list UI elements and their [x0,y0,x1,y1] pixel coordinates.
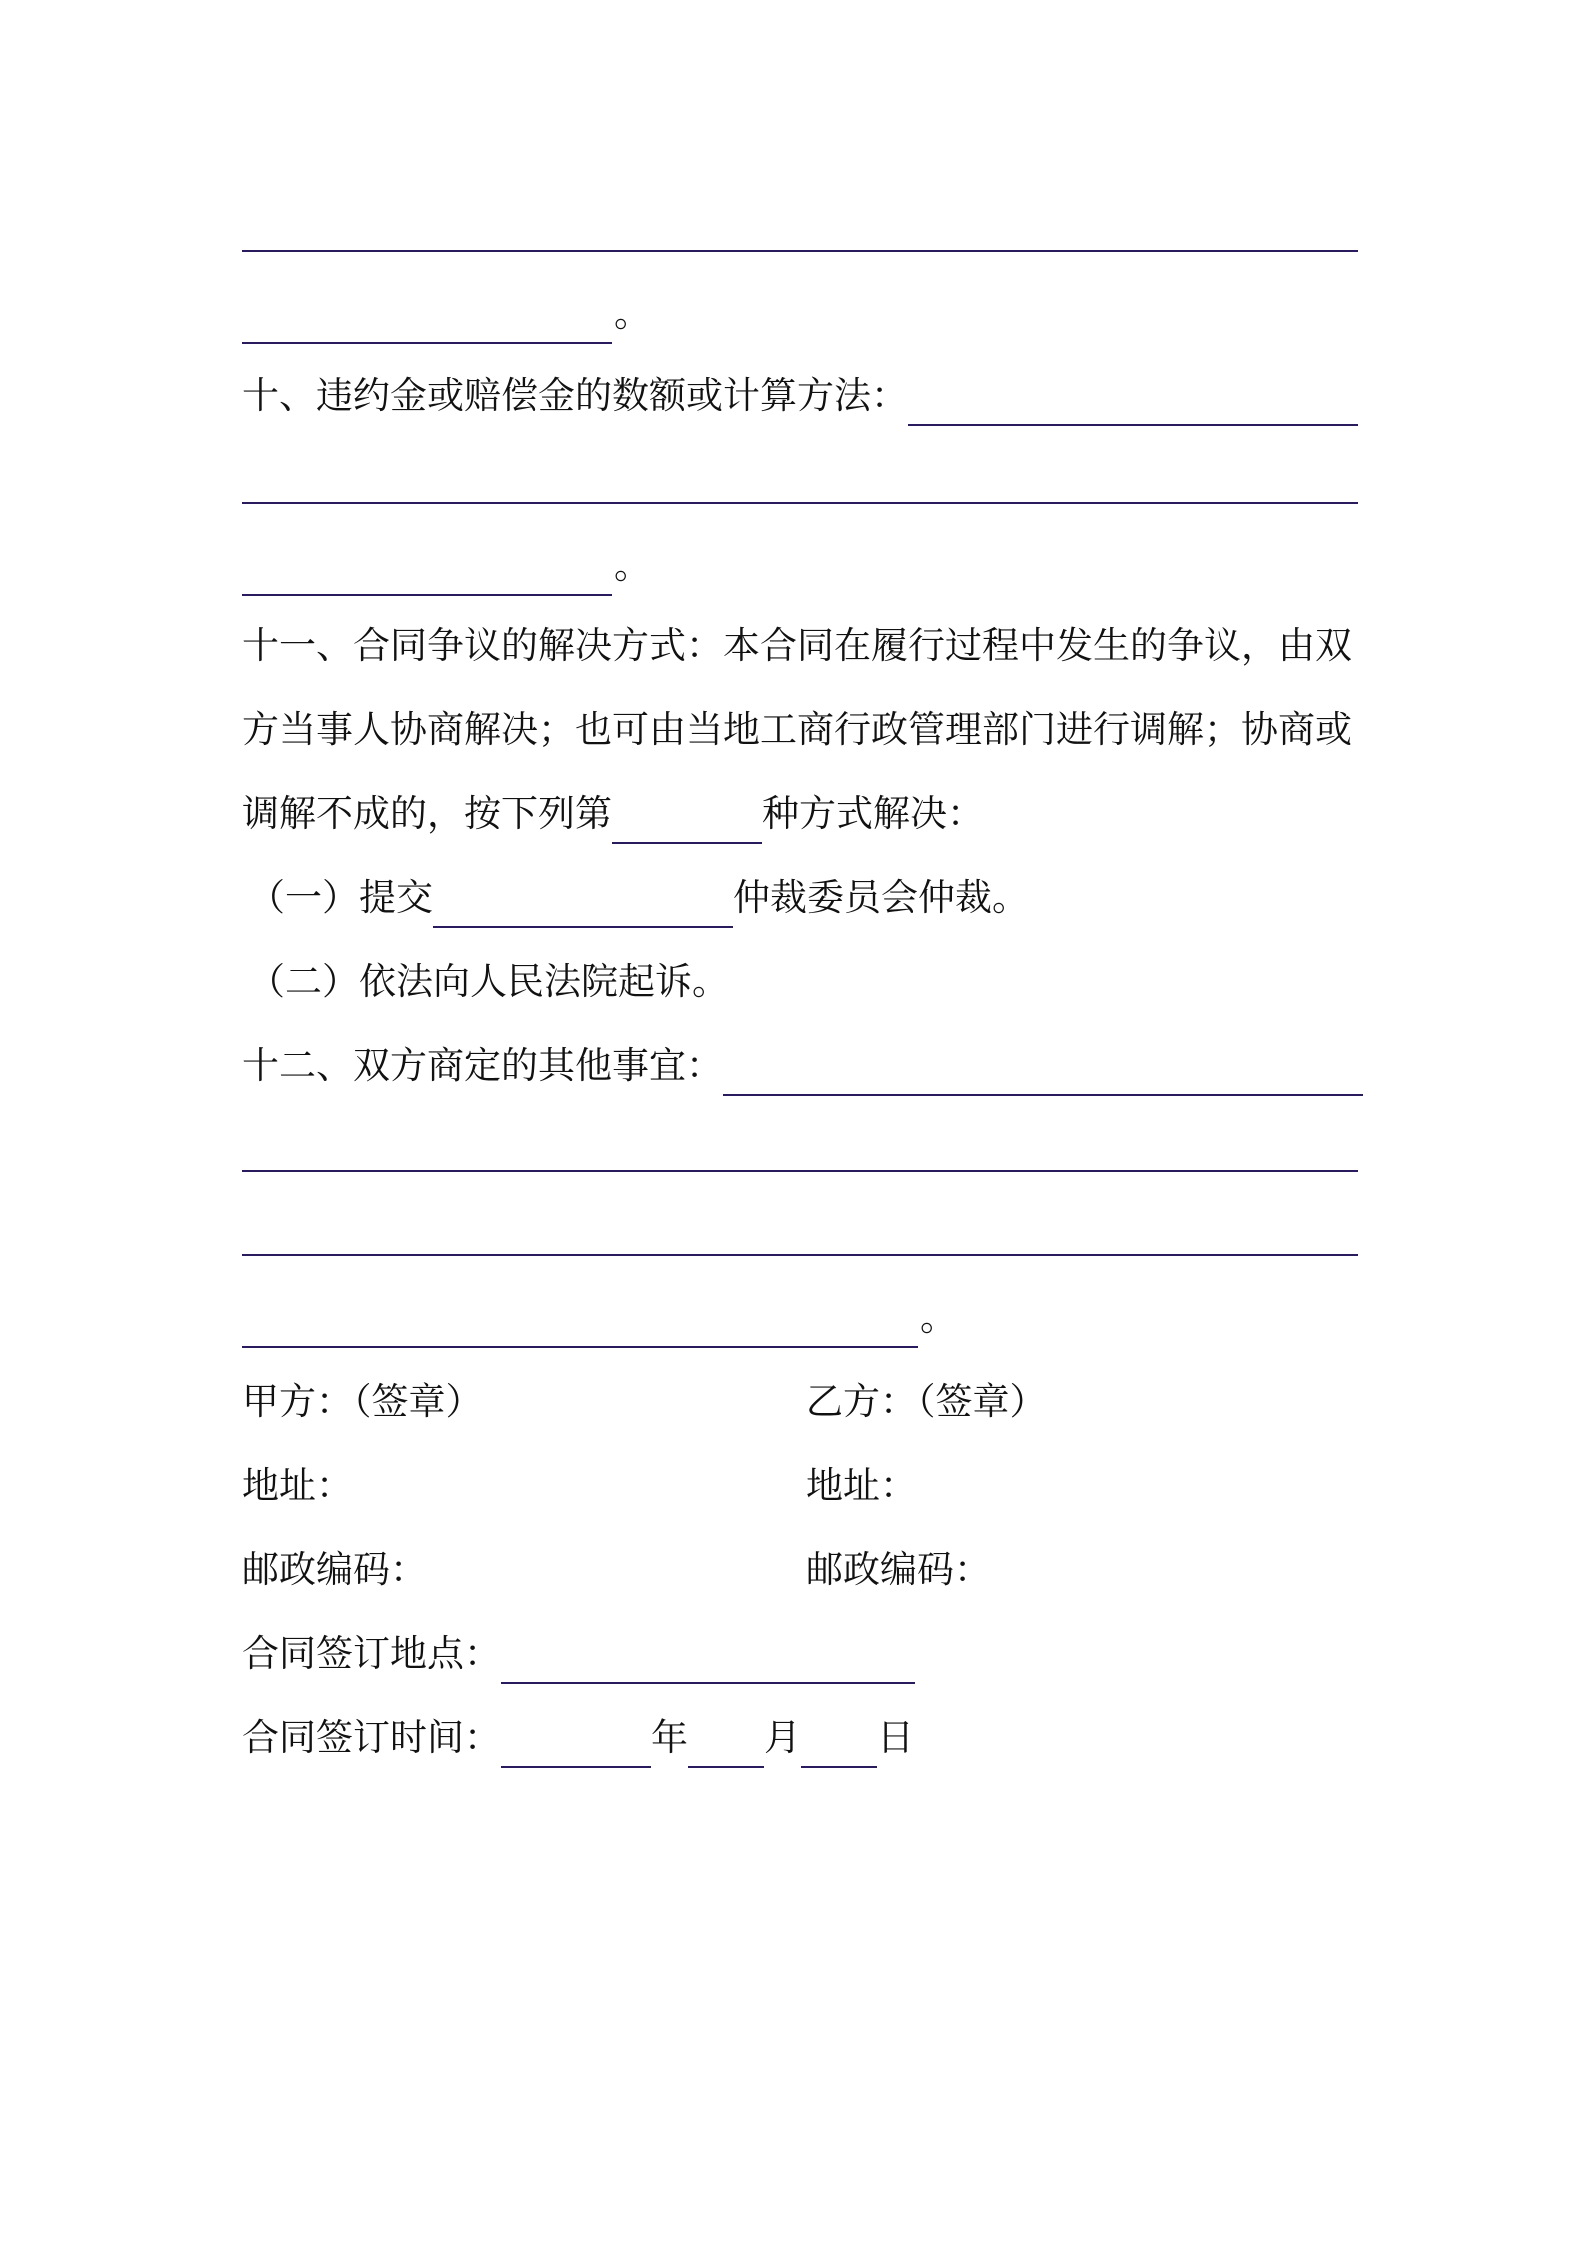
clause-12 [242,1036,1358,1096]
year-field [501,1720,651,1768]
clause-11-option-1: （一）提交 仲裁委员会仲裁。 [248,868,1364,928]
blank-line [242,452,1358,512]
clause-11-option-2: （二）依法向人民法院起诉。 [248,960,729,1003]
party-b-postcode: 邮政编码： [806,1548,991,1591]
clause-11-line-3: 调解不成的，按下列第 种方式解决： [242,784,1358,844]
blank-field [242,296,612,344]
blank-line [242,200,1358,260]
month-field [688,1720,764,1768]
party-a-postcode: 邮政编码： [242,1548,427,1591]
method-number-field [612,796,762,844]
clause-10 [242,366,1358,426]
blank-line [242,1204,1358,1264]
clause-11-line-2: 方当事人协商解决；也可由当地工商行政管理部门进行调解；协商或 [242,708,1352,751]
signing-place-label: 合同签订地点： [242,1632,501,1675]
arbitration-committee-field [433,880,733,928]
other-matters-field [723,1048,1363,1096]
blank-field [242,1300,918,1348]
blank-line-end: 。 [242,284,1358,344]
blank-line [242,1120,1358,1180]
party-b-signature: 乙方：（签章） [806,1380,1047,1423]
signing-place-field [501,1636,915,1684]
clause-10-label: 十、违约金或赔偿金的数额或计算方法： [242,374,908,417]
party-b-address: 地址： [806,1464,917,1507]
blank-line-end: 。 [242,1288,1358,1348]
signing-time-label: 合同签订时间： [242,1716,501,1759]
penalty-field [908,378,1358,426]
signing-time: 合同签订时间： 年 月 日 [242,1708,914,1768]
blank-field [242,548,612,596]
party-a-signature: 甲方：（签章） [242,1380,483,1423]
blank-line-end: 。 [242,536,1358,596]
party-a-address: 地址： [242,1464,353,1507]
day-field [801,1720,877,1768]
clause-12-label: 十二、双方商定的其他事宜： [242,1044,723,1087]
clause-11-line-1: 十一、合同争议的解决方式：本合同在履行过程中发生的争议，由双 [242,624,1352,667]
signing-place [242,1624,915,1684]
